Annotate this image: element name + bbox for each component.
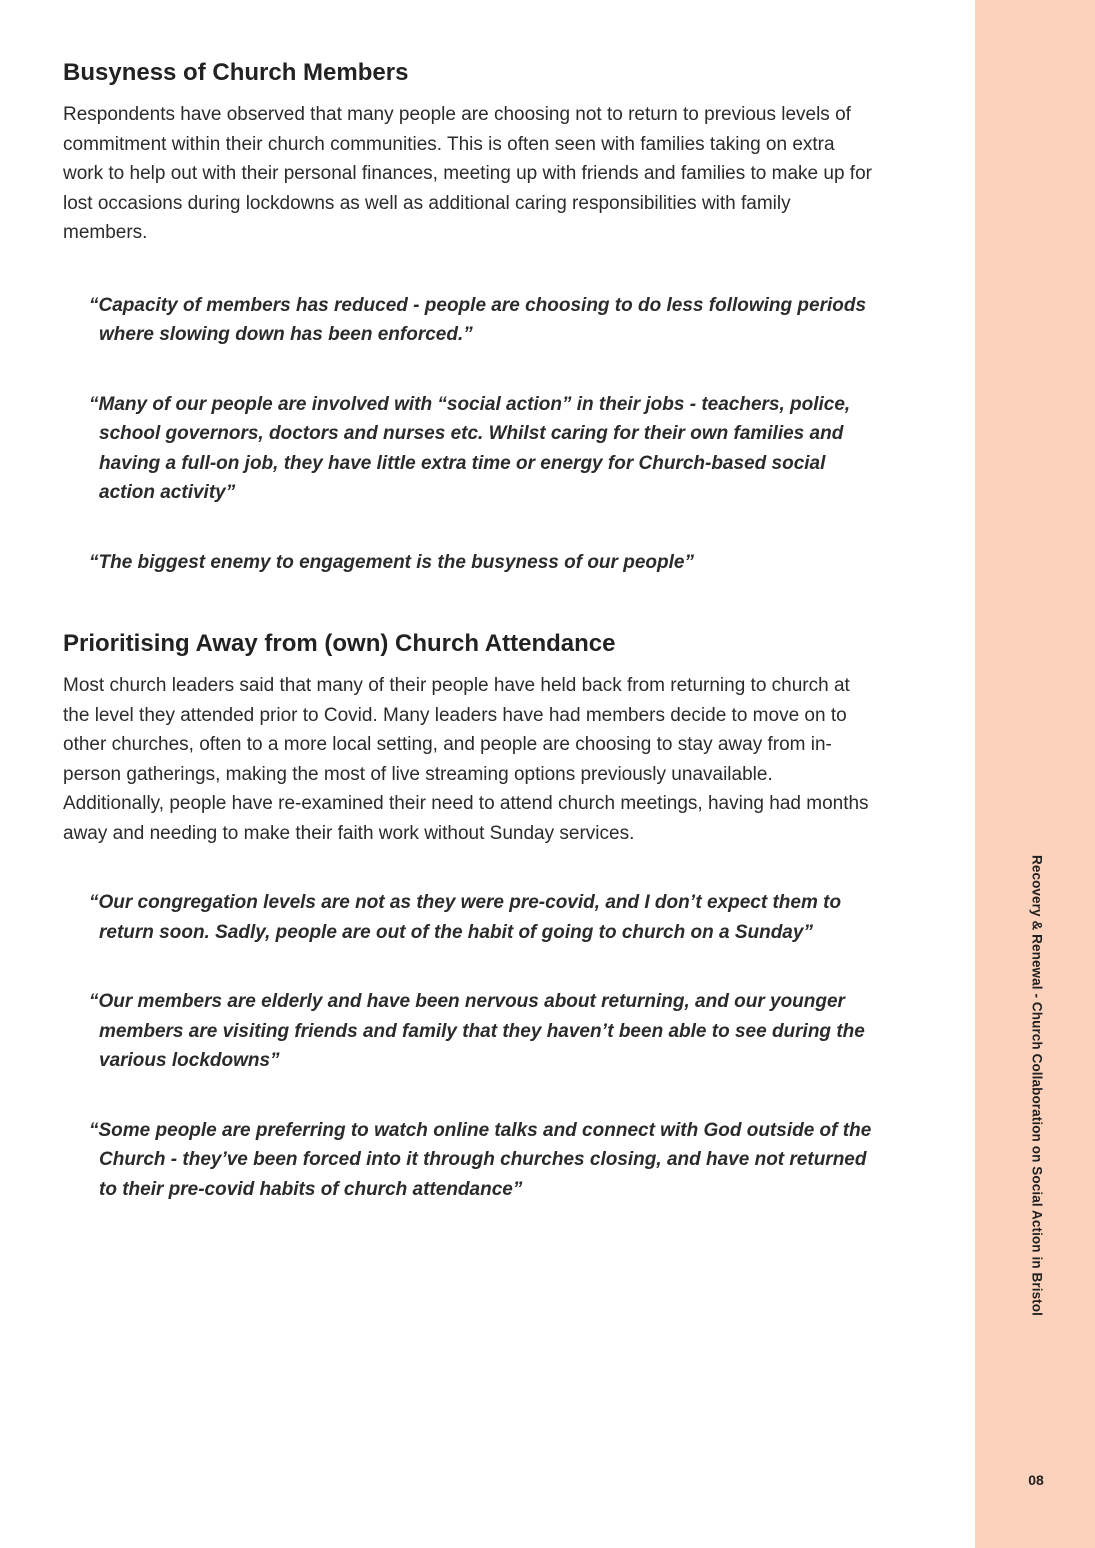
quote: “The biggest enemy to engagement is the busyness of our people” <box>89 551 694 573</box>
quote: “Our congregation levels are not as they were pre-covid, and I don’t expect them to return soon. Sadly, people are out of the habit of going to church on a Sunday” <box>89 892 842 943</box>
section-body: Respondents have observed that many people are choosing not to return to previous levels of commitment within their church communities. This is often seen with families taking on extra work to help out with their personal finances, meeting up with friends and families to make up for lost occasions during lockdowns as well as additional caring responsibilities with family members. <box>63 104 872 243</box>
page-number: 08 <box>1028 1472 1044 1488</box>
quote: “Many of our people are involved with “social action” in their jobs - teachers, police, school governors, doctors and nurses etc. Whilst caring for their own families and having a full-on job, they have little extra time or energy for Church-based social action activity” <box>89 393 851 503</box>
page-content <box>63 58 873 1204</box>
quote: “Capacity of members has reduced - people are choosing to do less following periods where slowing down has been enforced.” <box>89 294 867 345</box>
quote: “Some people are preferring to watch online talks and connect with God outside of the Church - they’ve been forced into it through churches closing, and have not returned to their pre-covid habits of church attendance” <box>89 1119 872 1200</box>
section-busyness <box>63 58 873 577</box>
running-title: Recovery & Renewal - Church Collaboration on Social Action in Bristol <box>1029 855 1045 1316</box>
section-heading: Prioritising Away from (own) Church Attendance <box>63 630 616 657</box>
section-body: Most church leaders said that many of their people have held back from returning to church at the level they attended prior to Covid. Many leaders have had members decide to move on to other churches, often to a more local setting, and people are choosing to stay away from in-person gatherings, making the most of live streaming options previously unavailable. Additionally, people have re-examined their need to attend church meetings, having had months away and needing to make their faith work without Sunday services. <box>63 675 869 844</box>
quote: “Our members are elderly and have been nervous about returning, and our younger members are visiting friends and family that they haven’t been able to see during the various lockdowns” <box>89 991 865 1071</box>
section-prioritising <box>63 629 873 1204</box>
section-heading: Busyness of Church Members <box>63 59 409 86</box>
